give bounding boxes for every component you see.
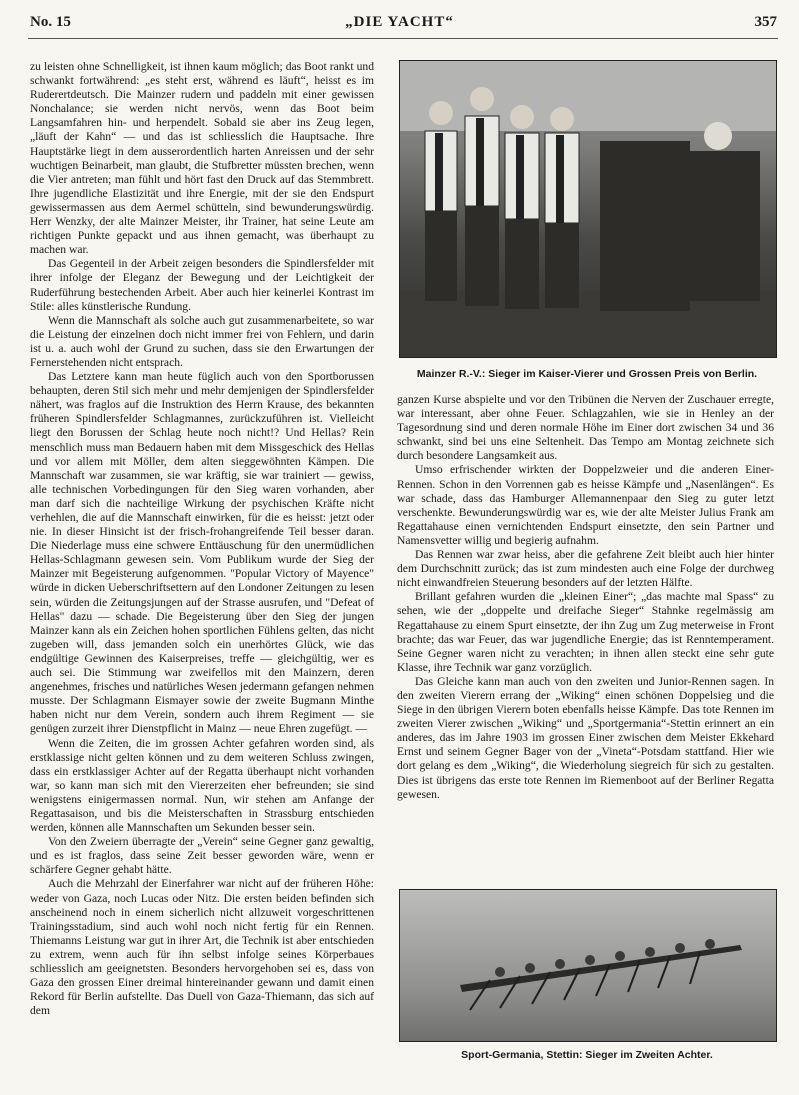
page-header: [0, 0, 799, 40]
paragraph: Brillant gefahren wurden die „kleinen Einer“; „das machte mal Spass“ zu sehen, wie der „doppelte und dreifache Sieger“ Stahnke regelmässig am Regattahause zu einem Spurt einsetzte, der ihn Zug um Zug meterweise in Front brachte; das war Feuer, das war jugendliche Energie; das ist Renntemperament. Seine Gegner waren nicht zu verachten; in ihnen allen steckt eine sehr gute Klasse, ihre Technik war ganz vorzüglich.: [397, 590, 774, 674]
photo-rowing-team: [399, 60, 777, 358]
paragraph: Von den Zweiern überragte der „Verein“ seine Gegner ganz gewaltig, und es ist fraglos, dass seine Zeit besser geworden wäre, wenn er schärfere Gegner gehabt hätte.: [30, 835, 374, 877]
photo-caption: Mainzer R.-V.: Sieger im Kaiser-Vierer und Grossen Preis von Berlin.: [416, 368, 758, 380]
paragraph: Umso erfrischender wirkten der Doppelzweier und die anderen Einer-Rennen. Schon in den Vorrennen gab es heisse Kämpfe und „Nasenlängen“. Es war schade, dass das Hamburger Allemannenpaar den Sieg zu guter letzt verschenkte. Bewunderungswürdig war es, wie der alte Meister Julius Frank am Regattahause einen vernichtenden Endspurt einsetzte, den sein Partner und Namensvetter willig und begierig aufnahm.: [397, 463, 774, 547]
rowers-figures-illustration: [400, 61, 776, 357]
paragraph: Das Gleiche kann man auch von den zweiten und Junior-Rennen sagen. In den zweiten Vierern errang der „Wiking“ einen schönen Doppelsieg und die Siege in den übrigen Vierern boten ebenfalls heisse Kämpfe. Das tote Rennen im zweiten Vierer zwischen „Wiking“ und „Sportgermania“-Stettin erinnert an ein anderes, das im Jahre 1903 im grossen Einer zwischen dem Meister Ekkehard Ernst und seinem Gegner Bager von der „Vineta“-Potsdam stattfand. Hier wie dort gelang es dem „Wiking“, die Wiederholung siegreich für sich zu gestalten. Dies ist übrigens das erste tote Rennen im Riemenboot auf der Berliner Regatta gewesen.: [397, 674, 774, 801]
rowing-boat-illustration: [400, 890, 776, 1041]
paragraph: Wenn die Zeiten, die im grossen Achter gefahren worden sind, als erstklassige nicht gelten können und zu dem weiteren Schluss zwingen, dass ein erstklassiger Achter auf der Regatta überhaupt nicht vorhanden war, so kann man sich mit den Viererzeiten eher befreunden; sie sind wenigstens einigermassen normal. Nun, wir stehen am Anfange der Regattasaison, und bis die Meisterschaften in Strassburg entschieden werden, können alle Mannschaften um Sekunden besser sein.: [30, 736, 374, 835]
left-column: [30, 60, 374, 1062]
paragraph: Auch die Mehrzahl der Einerfahrer war nicht auf der früheren Höhe: weder von Gaza, noch Lucas oder Nitz. Die ersten beiden befinden sich anscheinend noch in einem sicherlich nicht allzuweit vorgeschrittenen Trainingsstadium, sind auch wohl noch nicht fertig für ein Rennen. Thiemanns Leistung war gut in ihrer Art, die Technik ist aber entschieden zu extrem, wenn auch für ihn selbst infolge seines Körperbaues schliesslich am geeignetsten. Besonders hervorgehoben sei es, dass von Gaza den grossen Einer dreimal hintereinander gewann und damit einen Rekord für Berlin aufstellte. Das Duell von Gaza-Thiemann, das sich auf dem: [30, 877, 374, 1018]
paragraph: Das Gegenteil in der Arbeit zeigen besonders die Spindlersfelder mit ihrer infolge der Eleganz der Bewegung und der Leichtigkeit der Ruderführung bestechenden Arbeit. Aber auch hier keinerlei Kontrast im Stile: alles künstlerische Rundung.: [30, 257, 374, 313]
page-number: 357: [754, 14, 777, 30]
issue-number: No. 15: [30, 14, 71, 30]
paragraph: zu leisten ohne Schnelligkeit, ist ihnen kaum möglich; das Boot rankt und schwankt fortwährend: „es steht erst, während es läuft“, heisst es im Ruderertdeutsch. Die Mainzer rudern und paddeln mit einer gewissen Nonchalance; sie werden nicht nervös, wenn das Boot beim Langsamfahren hin- und herpendelt. Sobald sie aber ins Zeug legen, „läuft der Kahn“ — und das ist schliesslich die Hauptsache. Ihre Hauptstärke liegt in dem ausserordentlich harten Anreissen und der sehr wuchtigen Beinarbeit, man glaubt, die Stufbretter müssten brechen, wenn die Vier antreten; man fühlt und hört fast den Druck auf das Stemmbrett. Ihre jugendliche Elastizität und ihre Energie, mit der sie den Endspurt gewissermassen aus dem Aermel schütteln, sind bewunderungswürdig. Herr Wenzky, der alte Mainzer Meister, ihr Trainer, hat seine Leute am richtigen Punkte gepackt und aus ihnen gemacht, was überhaupt zu machen war.: [30, 60, 374, 257]
header-rule: [28, 38, 778, 39]
photo-caption: Sport-Germania, Stettin: Sieger im Zweiten Achter.: [461, 1049, 713, 1061]
paragraph: Das Letztere kann man heute füglich auch von den Sportborussen behaupten, deren Stil sich mehr und mehr demjenigen der Spindlersfelder nähert, was fraglos auf die Instruktion des Herrn Krause, des bekannten früheren Spindlersfelder Schlagmannes, zurückzuführen ist. Vielleicht liegt den Borussen der Schlag heute noch nicht!? Und Hellas? Rein menschlich muss man Bedauern haben mit dem Missgeschick des Hellas und vor allem mit Möller, dem alten sieggewöhnten Kämpen. Die Mannschaft war zusammen, sie war kräftig, sie war trainiert — gewiss, alle technischen Vorbedingungen für den Sieg waren vorhanden, aber man darf sich die nachteilige Wirkung der psychischen Kräfte nicht verhehlen, die auf die Mannschaft einwirken, für die es heisst: jetzt oder nie. In dieser Hinsicht ist der frisch-frohangreifende Teil besser daran. Die Niederlage muss eine schwere Enttäuschung für den unermüdlichen Hellas-Schlagmann gewesen sein. Vom Publikum wurde der Sieg der Mainzer mit Begeisterung aufgenommen. "Popular Victory of Mayence" würde in dicken Ueberschriftsettern auf den Londoner Zeitungen zu lesen sein, würden die Zeitungsjungen auf der Strasse ausrufen, und "Defeat of Hellas" dazu — schade. Die Begeisterung über den Sieg der jungen Mainzer kann als ein Zeichen hohen sportlichen Fühlens gelten, das nicht zugeben will, dass jemanden solch ein unerhörtes Glück, wie das endgültige Gewinnen des Kaiserpreises, treffe — gleichgültig, wer es auch sei. Die Stimmung war zweifellos mit den Mainzern, deren angenehmes, frisches und natürliches Wesen jedermann gefangen nehmen musste. Der Schlagmann Eismayer sowie der zweite Bugmann Minthe haben nicht nur dem Verein, sondern auch ihrem Regiment — sie genügen zurzeit ihrer Dienstpflicht in Mainz — neue Ehren zugefügt. —: [30, 370, 374, 736]
journal-title: „DIE YACHT“: [345, 14, 454, 30]
paragraph: Wenn die Mannschaft als solche auch gut zusammenarbeitete, so war die Leistung der einzelnen doch nicht immer frei von Fehlern, und darin ist u. a. auch wohl der Grund zu suchen, dass sie den Erwartungen der Fernerstehenden nicht entsprach.: [30, 313, 374, 369]
paragraph: ganzen Kurse abspielte und vor den Tribünen die Nerven der Zuschauer erregte, war interessant, aber ohne Feuer. Schlagzahlen, wie sie in Henley an der Tagesordnung sind und deren normale Höhe im Einer dort zwischen 34 und 36 schwankt, sind bei uns eine Seltenheit. Das Tempo am Montag zeichnete sich durch besondere Langsamkeit aus.: [397, 393, 774, 463]
paragraph: Das Rennen war zwar heiss, aber die gefahrene Zeit bleibt auch hier hinter dem Durchschnitt zurück; das ist zum mindesten auch eine Folge der durchweg nicht einwandfreien Steuerung besonders auf der letzten Hälfte.: [397, 548, 774, 590]
right-column: [397, 393, 774, 873]
photo-eight-boat: [399, 889, 777, 1042]
